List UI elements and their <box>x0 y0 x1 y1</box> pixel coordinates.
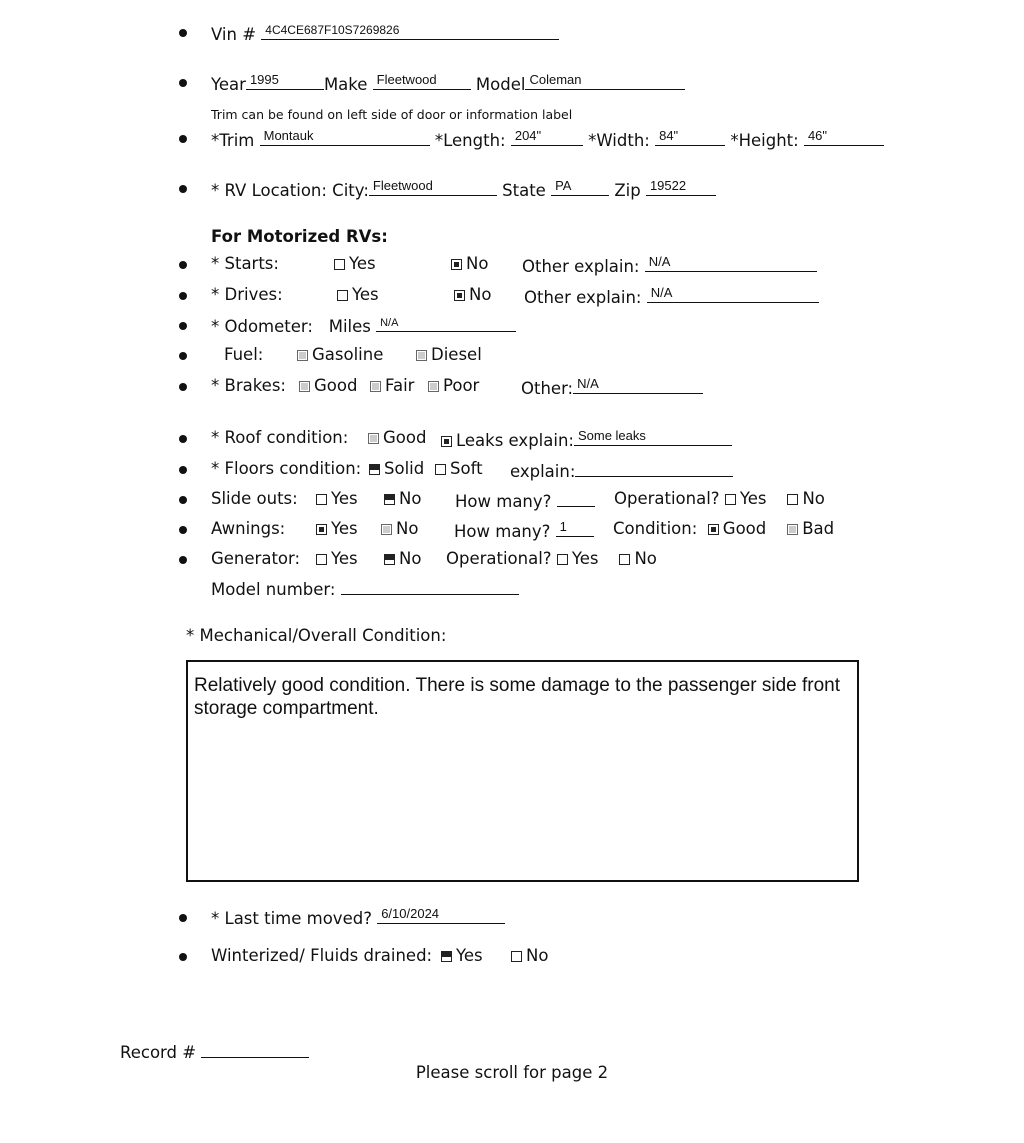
winterized-yes-option[interactable] <box>441 946 483 965</box>
brakes-other-field[interactable] <box>573 376 703 394</box>
slideouts-label: Slide outs: <box>211 489 298 508</box>
bullet <box>179 466 187 474</box>
trim-label: *Trim <box>211 131 255 150</box>
drives-other-label: Other explain: <box>524 288 642 307</box>
model-number-field[interactable] <box>341 577 519 595</box>
starts-other-value: N/A <box>648 254 671 269</box>
bullet <box>179 322 187 330</box>
bullet <box>179 292 187 300</box>
bullet <box>179 435 187 443</box>
winterized-label: Winterized/ Fluids drained: <box>211 946 433 965</box>
mechanical-condition-textarea[interactable]: Relatively good condition. There is some damage to the passenger side front storage compartment. <box>186 660 859 882</box>
fuel-diesel-option[interactable] <box>416 345 482 364</box>
brakes-fair-option[interactable] <box>370 376 414 395</box>
city-field[interactable] <box>369 178 497 196</box>
drives-other-field[interactable] <box>647 285 819 303</box>
floors-solid-label: Solid <box>384 459 425 478</box>
floors-solid-option[interactable] <box>369 459 424 478</box>
roof-leaks-field[interactable] <box>574 428 732 446</box>
winterized-no-label: No <box>526 946 549 965</box>
model-value: Coleman <box>529 72 582 87</box>
record-field[interactable] <box>201 1040 309 1058</box>
generator-op-no-checkbox[interactable] <box>619 554 630 565</box>
awnings-no-option[interactable] <box>381 519 418 538</box>
location-row <box>211 178 716 200</box>
last-moved-field[interactable] <box>377 906 505 924</box>
location-label: * RV Location: City: <box>211 181 369 200</box>
trim-note: Trim can be found on left side of door or information label <box>211 107 573 122</box>
model-field[interactable] <box>525 72 685 90</box>
bullet <box>179 135 187 143</box>
drives-yes-checkbox[interactable] <box>337 290 348 301</box>
generator-no-label: No <box>399 549 422 568</box>
awnings-condition-row <box>613 519 834 538</box>
slideouts-op-no-label: No <box>802 489 825 508</box>
roof-leaks-label: Leaks explain: <box>456 431 574 450</box>
drives-no-label: No <box>469 285 492 304</box>
brakes-good-label: Good <box>314 376 358 395</box>
generator-yes-option[interactable] <box>316 549 358 568</box>
record-row <box>120 1040 309 1062</box>
brakes-fair-label: Fair <box>385 376 415 395</box>
slideouts-howmany-label: How many? <box>455 492 552 511</box>
awnings-good-label: Good <box>722 519 767 538</box>
miles-field[interactable] <box>376 314 516 332</box>
bullet <box>179 496 187 504</box>
floors-explain-label: explain: <box>510 462 576 481</box>
brakes-poor-option[interactable] <box>428 376 479 395</box>
awnings-good-checkbox[interactable] <box>708 524 719 535</box>
awnings-howmany-value: 1 <box>559 519 567 534</box>
model-number-label: Model number: <box>211 580 336 599</box>
trim-dimensions-row <box>211 128 884 150</box>
awnings-no-checkbox[interactable] <box>381 524 392 535</box>
roof-leaks-row[interactable] <box>441 428 732 450</box>
roof-good-option[interactable] <box>368 428 426 447</box>
generator-operational-label: Operational? <box>446 549 552 568</box>
starts-other-field[interactable] <box>645 254 817 272</box>
model-number-row <box>211 577 519 599</box>
state-field[interactable] <box>551 178 609 196</box>
scroll-note: Please scroll for page 2 <box>415 1063 609 1082</box>
last-moved-label: * Last time moved? <box>211 909 372 928</box>
bullet <box>179 556 187 564</box>
fuel-label: Fuel: <box>224 345 264 364</box>
bullet <box>179 79 187 87</box>
roof-leaks-checkbox[interactable] <box>441 436 452 447</box>
roof-good-checkbox[interactable] <box>368 433 379 444</box>
winterized-yes-label: Yes <box>456 946 483 965</box>
mechanical-label: * Mechanical/Overall Condition: <box>186 626 447 645</box>
generator-op-yes-label: Yes <box>571 549 599 568</box>
model-label: Model <box>475 75 526 94</box>
brakes-label: * Brakes: <box>211 376 286 395</box>
bullet <box>179 29 187 37</box>
starts-yes-checkbox[interactable] <box>334 259 345 270</box>
floors-label: * Floors condition: <box>211 459 362 478</box>
drives-label: * Drives: <box>211 285 283 304</box>
year-label: Year <box>211 75 246 94</box>
awnings-howmany-row <box>454 519 594 541</box>
slideouts-op-no-checkbox[interactable] <box>787 494 798 505</box>
drives-yes-label: Yes <box>352 285 379 304</box>
make-label: Make <box>323 75 368 94</box>
winterized-no-checkbox[interactable] <box>511 951 522 962</box>
winterized-no-option[interactable] <box>511 946 548 965</box>
fuel-gasoline-option[interactable] <box>297 345 383 364</box>
width-label: *Width: <box>588 131 650 150</box>
state-label: State <box>502 181 546 200</box>
awnings-bad-checkbox[interactable] <box>787 524 798 535</box>
zip-field[interactable] <box>646 178 716 196</box>
trim-field[interactable] <box>260 128 430 146</box>
starts-yes-label: Yes <box>349 254 376 273</box>
drives-no-option[interactable] <box>454 285 491 304</box>
gasoline-label: Gasoline <box>312 345 384 364</box>
width-field[interactable] <box>655 128 725 146</box>
bullet <box>179 383 187 391</box>
record-label: Record # <box>120 1043 197 1062</box>
vin-field[interactable] <box>261 22 559 40</box>
length-label: *Length: <box>434 131 506 150</box>
zip-label: Zip <box>614 181 641 200</box>
bullet <box>179 352 187 360</box>
length-value: 204" <box>514 128 542 143</box>
starts-label: * Starts: <box>211 254 279 273</box>
odometer-row <box>211 314 516 336</box>
slideouts-operational-label: Operational? <box>614 489 720 508</box>
awnings-label: Awnings: <box>211 519 286 538</box>
starts-no-checkbox[interactable] <box>451 259 462 270</box>
vin-value: 4C4CE687F10S7269826 <box>265 23 400 37</box>
vin-label: Vin # <box>211 25 257 44</box>
bullet <box>179 914 187 922</box>
starts-yes-option[interactable] <box>334 254 376 273</box>
vin-row <box>211 22 559 44</box>
state-value: PA <box>555 178 572 193</box>
slideouts-yes-option[interactable] <box>316 489 358 508</box>
brakes-other-label: Other: <box>521 379 574 398</box>
starts-no-option[interactable] <box>451 254 488 273</box>
slideouts-no-label: No <box>399 489 422 508</box>
awnings-yes-option[interactable] <box>316 519 358 538</box>
slideouts-no-checkbox[interactable] <box>384 494 395 505</box>
width-value: 84" <box>659 128 679 143</box>
gasoline-checkbox[interactable] <box>297 350 308 361</box>
floors-explain-field[interactable] <box>575 459 733 477</box>
last-moved-row <box>211 906 505 928</box>
height-field[interactable] <box>804 128 884 146</box>
generator-yes-checkbox[interactable] <box>316 554 327 565</box>
height-value: 46" <box>807 128 828 143</box>
brakes-poor-checkbox[interactable] <box>428 381 439 392</box>
slideouts-yes-label: Yes <box>331 489 358 508</box>
brakes-other-row <box>521 376 703 398</box>
drives-yes-option[interactable] <box>337 285 379 304</box>
floors-soft-checkbox[interactable] <box>435 464 446 475</box>
starts-other-label: Other explain: <box>522 257 640 276</box>
starts-no-label: No <box>466 254 489 273</box>
trim-value: Montauk <box>263 128 314 143</box>
miles-label: Miles <box>328 317 371 336</box>
drives-other-row <box>524 285 819 307</box>
roof-good-label: Good <box>383 428 427 447</box>
motorized-heading: For Motorized RVs: <box>211 227 388 246</box>
awnings-yes-label: Yes <box>331 519 358 538</box>
bullet <box>179 953 187 961</box>
odometer-label: * Odometer: <box>211 317 313 336</box>
height-label: *Height: <box>730 131 799 150</box>
make-field[interactable] <box>373 72 471 90</box>
slideouts-op-yes-checkbox[interactable] <box>725 494 736 505</box>
miles-value: N/A <box>380 317 399 329</box>
year-value: 1995 <box>249 72 279 87</box>
year-make-model-row <box>211 72 685 94</box>
generator-yes-label: Yes <box>331 549 358 568</box>
generator-no-option[interactable] <box>384 549 421 568</box>
floors-soft-option[interactable] <box>435 459 483 478</box>
bullet <box>179 261 187 269</box>
length-field[interactable] <box>511 128 583 146</box>
drives-other-value: N/A <box>650 285 673 300</box>
diesel-label: Diesel <box>431 345 482 364</box>
slideouts-no-option[interactable] <box>384 489 421 508</box>
slideouts-yes-checkbox[interactable] <box>316 494 327 505</box>
roof-label: * Roof condition: <box>211 428 349 447</box>
awnings-howmany-field[interactable] <box>556 519 594 537</box>
winterized-yes-checkbox[interactable] <box>441 951 452 962</box>
slideouts-operational-row <box>614 489 825 508</box>
slideouts-howmany-field[interactable] <box>557 489 595 507</box>
awnings-yes-checkbox[interactable] <box>316 524 327 535</box>
year-field[interactable] <box>246 72 324 90</box>
brakes-other-value: N/A <box>577 376 599 391</box>
floors-solid-checkbox[interactable] <box>369 464 380 475</box>
diesel-checkbox[interactable] <box>416 350 427 361</box>
last-moved-value: 6/10/2024 <box>381 906 440 921</box>
bullet <box>179 526 187 534</box>
bullet <box>179 185 187 193</box>
city-value: Fleetwood <box>372 178 433 193</box>
starts-row <box>211 254 279 273</box>
roof-leaks-value: Some leaks <box>577 428 646 443</box>
brakes-fair-checkbox[interactable] <box>370 381 381 392</box>
awnings-no-label: No <box>396 519 419 538</box>
awnings-howmany-label: How many? <box>454 522 551 541</box>
generator-op-no-label: No <box>634 549 657 568</box>
make-value: Fleetwood <box>376 72 437 87</box>
generator-label: Generator: <box>211 549 301 568</box>
zip-value: 19522 <box>649 178 687 193</box>
floors-soft-label: Soft <box>450 459 483 478</box>
slideouts-op-yes-label: Yes <box>739 489 767 508</box>
generator-op-yes-checkbox[interactable] <box>557 554 568 565</box>
brakes-good-checkbox[interactable] <box>299 381 310 392</box>
brakes-poor-label: Poor <box>443 376 480 395</box>
generator-no-checkbox[interactable] <box>384 554 395 565</box>
drives-no-checkbox[interactable] <box>454 290 465 301</box>
floors-explain-row <box>510 459 733 481</box>
starts-other-row <box>522 254 817 276</box>
brakes-good-option[interactable] <box>299 376 357 395</box>
awnings-condition-label: Condition: <box>613 519 698 538</box>
awnings-bad-label: Bad <box>802 519 835 538</box>
slideouts-howmany-row <box>455 489 595 511</box>
generator-operational-row <box>446 549 657 568</box>
